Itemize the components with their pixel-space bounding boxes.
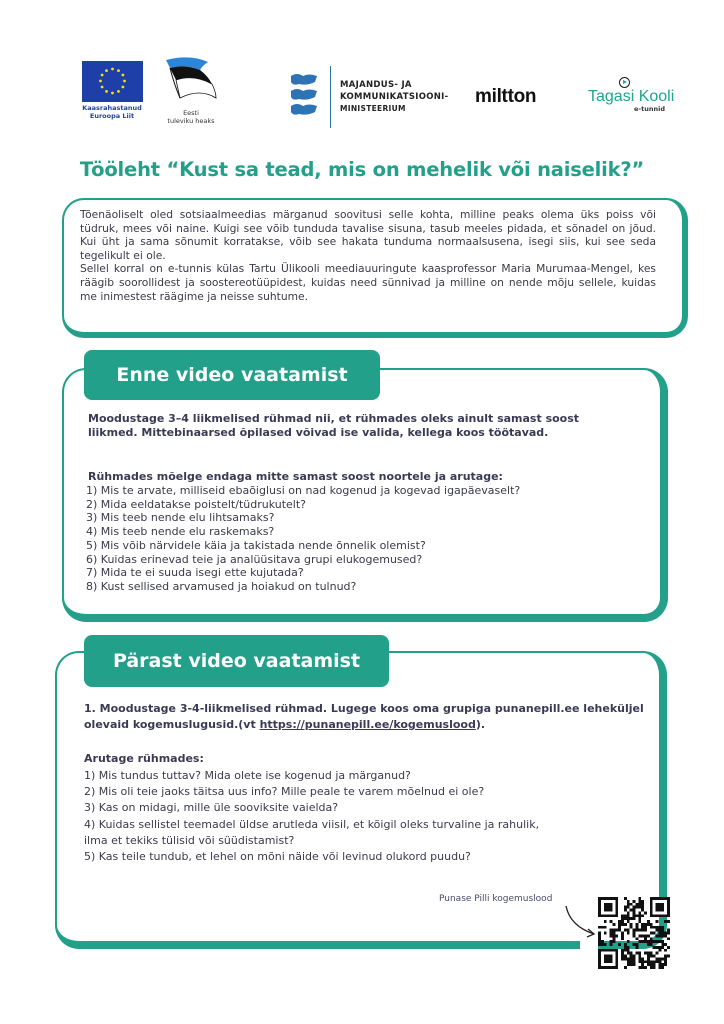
qr-module — [621, 932, 624, 935]
qr-module — [630, 957, 633, 960]
qr-module — [644, 926, 647, 929]
before-video-instruction: Moodustage 3–4 liikmelised rühmad nii, et rühmades oleks ainult samast soost liikmed. Mittebinaarsed õpilased võivad ise valida, kellega koos töötavad. — [88, 412, 580, 439]
qr-module — [661, 963, 664, 966]
qr-module — [630, 952, 633, 955]
qr-module — [604, 943, 607, 946]
qr-module — [627, 949, 630, 952]
qr-module — [627, 920, 630, 923]
qr-module — [630, 917, 633, 920]
qr-module — [630, 955, 633, 958]
qr-module — [627, 932, 630, 935]
qr-module — [615, 934, 618, 937]
qr-module — [650, 963, 653, 966]
qr-module — [635, 914, 638, 917]
qr-module — [658, 929, 661, 932]
qr-module — [624, 897, 627, 900]
qr-module — [656, 960, 659, 963]
qr-module — [647, 920, 650, 923]
list-item: 5) Kas teile tundub, et lehel on mõni näide või levinud olukord puudu? — [84, 850, 471, 864]
qr-module — [612, 937, 615, 940]
list-item: ilma et tekiks tülisid või süüdistamist? — [84, 833, 295, 847]
qr-module — [644, 952, 647, 955]
qr-module — [661, 934, 664, 937]
ministry-line-3: MINISTEERIUM — [340, 104, 406, 113]
ministry-divider — [330, 66, 331, 128]
qr-module — [647, 963, 650, 966]
qr-module — [650, 960, 653, 963]
qr-module — [647, 957, 650, 960]
qr-module — [633, 909, 636, 912]
qr-module — [658, 934, 661, 937]
qr-module — [598, 932, 601, 935]
qr-module — [641, 909, 644, 912]
qr-module — [618, 929, 621, 932]
list-item: 3) Mis teeb nende elu lihtsamaks? — [86, 511, 275, 525]
qr-module — [621, 937, 624, 940]
qr-module — [610, 920, 613, 923]
qr-module — [644, 937, 647, 940]
before-video-heading: Enne video vaatamist — [84, 350, 380, 400]
qr-module — [650, 966, 653, 969]
estonia-caption-line-1: Eesti — [183, 109, 199, 117]
qr-module — [633, 957, 636, 960]
qr-module — [656, 952, 659, 955]
qr-module — [638, 929, 641, 932]
qr-module — [621, 923, 624, 926]
qr-module — [647, 940, 650, 943]
qr-module — [627, 929, 630, 932]
qr-module — [658, 960, 661, 963]
qr-module — [612, 932, 615, 935]
qr-module — [624, 917, 627, 920]
list-item: 4) Mis teeb nende elu raskemaks? — [86, 525, 275, 539]
qr-module — [604, 932, 607, 935]
qr-module — [653, 940, 656, 943]
after-video-heading: Pärast video vaatamist — [84, 635, 389, 687]
qr-module — [635, 929, 638, 932]
qr-module — [624, 914, 627, 917]
qr-module — [658, 940, 661, 943]
qr-module — [612, 929, 615, 932]
qr-module — [627, 911, 630, 914]
eu-caption-line-1: Kaasrahastanud — [82, 104, 142, 112]
qr-module — [656, 929, 659, 932]
qr-module — [633, 929, 636, 932]
qr-module — [627, 917, 630, 920]
qr-module — [650, 926, 653, 929]
list-item: 1) Mis tundus tuttav? Mida olete ise kogenud ja märganud? — [84, 769, 411, 782]
list-item: 2) Mis oli teie jaoks täitsa uus info? Mille peale te varem mõelnud ei ole? — [84, 785, 485, 799]
qr-module — [641, 906, 644, 909]
qr-module — [618, 920, 621, 923]
qr-module — [630, 909, 633, 912]
qr-module — [624, 966, 627, 969]
qr-module — [638, 920, 641, 923]
qr-module — [627, 903, 630, 906]
qr-module — [641, 929, 644, 932]
qr-module — [598, 940, 601, 943]
qr-module — [604, 926, 607, 929]
qr-module — [612, 940, 615, 943]
qr-module — [661, 929, 664, 932]
qr-module — [635, 903, 638, 906]
kogemuslood-link[interactable]: https://punanepill.ee/kogemuslood — [259, 718, 476, 731]
qr-module — [641, 957, 644, 960]
qr-module — [638, 897, 641, 900]
instruction-text-end: ). — [475, 718, 486, 731]
qr-module — [664, 949, 667, 952]
qr-module — [633, 900, 636, 903]
qr-module — [612, 923, 615, 926]
qr-module — [664, 932, 667, 935]
qr-module — [633, 917, 636, 920]
qr-module — [656, 957, 659, 960]
qr-module — [604, 903, 613, 912]
qr-module — [656, 903, 665, 912]
qr-module — [624, 929, 627, 932]
qr-module — [667, 946, 670, 949]
page-title: Tööleht “Kust sa tead, mis on mehelik või naiselik?” — [79, 158, 645, 181]
after-video-instruction — [84, 701, 644, 733]
intro-paragraph-1: Tõenäoliselt oled sotsiaalmeedias märganud soovitusi selle kohta, milline peaks olema üks poiss või tüdruk, mees või naine. Kuigi see võib tunduda tavalise sisuna, tasub meeles pidada, et sõnadel on jõud. Kui üht ja sama sõnumit korratakse, võib see hakata tunduma normaalsusena, isegi siis, kui see seda tegelikult ei ole. — [80, 208, 656, 262]
qr-module — [638, 952, 641, 955]
before-video-question-list — [86, 484, 646, 594]
qr-module — [621, 914, 624, 917]
qr-module — [658, 946, 661, 949]
qr-module — [635, 952, 638, 955]
qr-module — [618, 923, 621, 926]
qr-module — [633, 963, 636, 966]
qr-module — [598, 926, 601, 929]
qr-module — [624, 957, 627, 960]
list-item: 2) Mida eeldatakse poistelt/tüdrukutelt? — [86, 497, 306, 511]
qr-module — [667, 937, 670, 940]
qr-module — [635, 926, 638, 929]
qr-module — [604, 920, 607, 923]
qr-module — [644, 966, 647, 969]
qr-module — [618, 943, 621, 946]
qr-module — [627, 940, 630, 943]
qr-module — [624, 909, 627, 912]
qr-module — [661, 940, 664, 943]
qr-module — [638, 934, 641, 937]
qr-module — [621, 934, 624, 937]
qr-module — [641, 923, 644, 926]
qr-module — [633, 955, 636, 958]
qr-module — [638, 900, 641, 903]
qr-module — [601, 943, 604, 946]
qr-module — [604, 955, 613, 964]
qr-module — [638, 906, 641, 909]
qr-module — [641, 926, 644, 929]
qr-module — [635, 937, 638, 940]
qr-module — [615, 929, 618, 932]
qr-module — [661, 943, 664, 946]
qr-module — [641, 963, 644, 966]
qr-module — [621, 920, 624, 923]
qr-module — [624, 923, 627, 926]
qr-module — [653, 963, 656, 966]
qr-module — [638, 903, 641, 906]
qr-module — [664, 963, 667, 966]
play-icon — [619, 77, 630, 88]
qr-module — [638, 917, 641, 920]
qr-module — [653, 932, 656, 935]
qr-module — [653, 926, 656, 929]
qr-module — [653, 960, 656, 963]
qr-module — [641, 903, 644, 906]
qr-module — [618, 926, 621, 929]
qr-module — [664, 934, 667, 937]
qr-module — [653, 966, 656, 969]
qr-module — [630, 926, 633, 929]
qr-module — [635, 906, 638, 909]
qr-module — [624, 955, 627, 958]
ministry-line-1: MAJANDUS- JA — [340, 80, 412, 90]
qr-module — [667, 955, 670, 958]
qr-module — [627, 963, 630, 966]
qr-module — [621, 955, 624, 958]
qr-module — [630, 903, 633, 906]
qr-module — [627, 952, 630, 955]
qr-module — [661, 957, 664, 960]
qr-code[interactable] — [598, 897, 670, 969]
list-item: 1) Mis te arvate, milliseid ebaõiglusi on nad kogenud ja kogevad igapäevaselt? — [86, 484, 521, 497]
qr-module — [641, 940, 644, 943]
qr-module — [656, 934, 659, 937]
qr-module — [627, 906, 630, 909]
qr-module — [633, 960, 636, 963]
qr-module — [658, 966, 661, 969]
qr-module — [664, 955, 667, 958]
qr-module — [667, 920, 670, 923]
qr-module — [644, 940, 647, 943]
qr-module — [650, 937, 653, 940]
qr-module — [656, 940, 659, 943]
list-item: 8) Kust sellised arvamused ja hoiakud on tulnud? — [86, 579, 357, 593]
intro-paragraph-2: Sellel korral on e-tunnis külas Tartu Ülikooli meediauuringute kaasprofessor Maria Murumaa-Mengel, kes räägib soorollidest ja soostereotüüpidest, kuidas need sünnivad ja milline on nende mõju sellele, kuidas me inimestest räägime ja neisse suhtume. — [80, 262, 656, 303]
qr-module — [653, 955, 656, 958]
qr-module — [638, 960, 641, 963]
qr-module — [624, 943, 627, 946]
qr-module — [647, 934, 650, 937]
qr-module — [624, 949, 627, 952]
qr-module — [627, 900, 630, 903]
list-item: 7) Mida te ei suuda isegi ette kujutada? — [86, 566, 304, 580]
qr-module — [641, 934, 644, 937]
qr-module — [601, 940, 604, 943]
before-video-questions-heading: Rühmades mõelge endaga mitte samast soost noortele ja arutage: — [88, 470, 503, 483]
tagasi-kooli-logo: Tagasi Kooli — [588, 88, 675, 105]
qr-module — [661, 966, 664, 969]
qr-module — [638, 911, 641, 914]
qr-module — [635, 946, 638, 949]
qr-module — [630, 960, 633, 963]
qr-module — [635, 923, 638, 926]
qr-module — [667, 932, 670, 935]
qr-module — [627, 914, 630, 917]
qr-module — [621, 949, 624, 952]
qr-module — [658, 963, 661, 966]
qr-module — [650, 923, 653, 926]
qr-module — [598, 934, 601, 937]
qr-module — [650, 940, 653, 943]
after-video-questions-heading: Arutage rühmades: — [84, 752, 204, 765]
qr-caption: Punase Pilli kogemuslood — [439, 894, 553, 904]
qr-module — [644, 960, 647, 963]
qr-module — [650, 932, 653, 935]
qr-module — [650, 955, 653, 958]
arrow-icon — [560, 904, 600, 940]
list-item: 6) Kuidas erinevad teie ja analüüsitava grupi elukogemused? — [86, 552, 423, 566]
qr-module — [621, 952, 624, 955]
qr-module — [612, 934, 615, 937]
after-video-question-list — [84, 768, 644, 865]
qr-module — [610, 943, 613, 946]
list-item: 3) Kas on midagi, mille üle sooviksite vaielda? — [84, 801, 339, 815]
qr-module — [656, 946, 659, 949]
qr-module — [601, 926, 604, 929]
qr-module — [627, 957, 630, 960]
qr-module — [644, 934, 647, 937]
qr-module — [610, 932, 613, 935]
qr-module — [638, 966, 641, 969]
qr-module — [658, 932, 661, 935]
qr-module — [650, 952, 653, 955]
qr-module — [633, 932, 636, 935]
eu-caption — [72, 104, 152, 120]
qr-module — [641, 960, 644, 963]
qr-module — [638, 957, 641, 960]
qr-module — [635, 943, 638, 946]
qr-module — [610, 940, 613, 943]
qr-module — [658, 957, 661, 960]
qr-module — [664, 920, 667, 923]
qr-module — [610, 934, 613, 937]
qr-module — [624, 946, 627, 949]
qr-module — [644, 923, 647, 926]
qr-module — [598, 937, 601, 940]
eu-flag-logo — [82, 61, 143, 102]
qr-module — [647, 960, 650, 963]
qr-module — [667, 929, 670, 932]
qr-module — [658, 949, 661, 952]
qr-module — [641, 914, 644, 917]
qr-module — [647, 923, 650, 926]
instruction-text: 1. Moodustage 3-4-liikmelised rühmad. Lugege koos oma grupiga punanepill.ee leheküljel olevaid kogemuslugusid.(vt — [84, 702, 644, 731]
qr-module — [647, 955, 650, 958]
qr-module — [633, 934, 636, 937]
qr-module — [664, 943, 667, 946]
qr-module — [638, 940, 641, 943]
qr-module — [664, 960, 667, 963]
qr-module — [633, 914, 636, 917]
qr-module — [627, 946, 630, 949]
qr-module — [664, 957, 667, 960]
qr-module — [621, 917, 624, 920]
qr-module — [658, 926, 661, 929]
qr-module — [633, 906, 636, 909]
qr-module — [638, 955, 641, 958]
ministry-line-2: KOMMUNIKATSIOONI- — [340, 92, 449, 102]
qr-module — [656, 920, 659, 923]
qr-module — [627, 960, 630, 963]
qr-module — [641, 900, 644, 903]
estonia-caption-line-2: tuleviku heaks — [167, 117, 215, 125]
list-item: 5) Mis võib närvidele käia ja takistada nende õnnelik olemist? — [86, 538, 426, 552]
qr-module — [633, 911, 636, 914]
qr-module — [633, 943, 636, 946]
qr-module — [641, 966, 644, 969]
qr-module — [650, 943, 653, 946]
qr-module — [624, 906, 627, 909]
tagasi-kooli-subtitle: e-tunnid — [634, 105, 665, 113]
intro-text — [80, 208, 656, 303]
ministry-name — [340, 79, 448, 115]
eu-caption-line-2: Euroopa Liit — [89, 112, 135, 120]
qr-module — [630, 963, 633, 966]
qr-module — [621, 957, 624, 960]
list-item: 4) Kuidas sellistel teemadel üldse arutleda viisil, et kõigil oleks turvaline ja rahulik, — [84, 817, 540, 831]
qr-module — [647, 943, 650, 946]
qr-module — [647, 952, 650, 955]
qr-module — [661, 926, 664, 929]
qr-module — [610, 929, 613, 932]
estonia-caption — [158, 109, 224, 125]
qr-module — [661, 946, 664, 949]
qr-module — [656, 926, 659, 929]
three-lions-coat-of-arms-icon — [289, 72, 319, 120]
qr-module — [630, 923, 633, 926]
miltton-logo: miltton — [475, 86, 537, 107]
qr-module — [638, 914, 641, 917]
qr-module — [653, 946, 656, 949]
estonia-flag-logo — [160, 54, 220, 110]
qr-module — [644, 929, 647, 932]
qr-module — [598, 943, 601, 946]
qr-module — [661, 932, 664, 935]
qr-module — [644, 911, 647, 914]
